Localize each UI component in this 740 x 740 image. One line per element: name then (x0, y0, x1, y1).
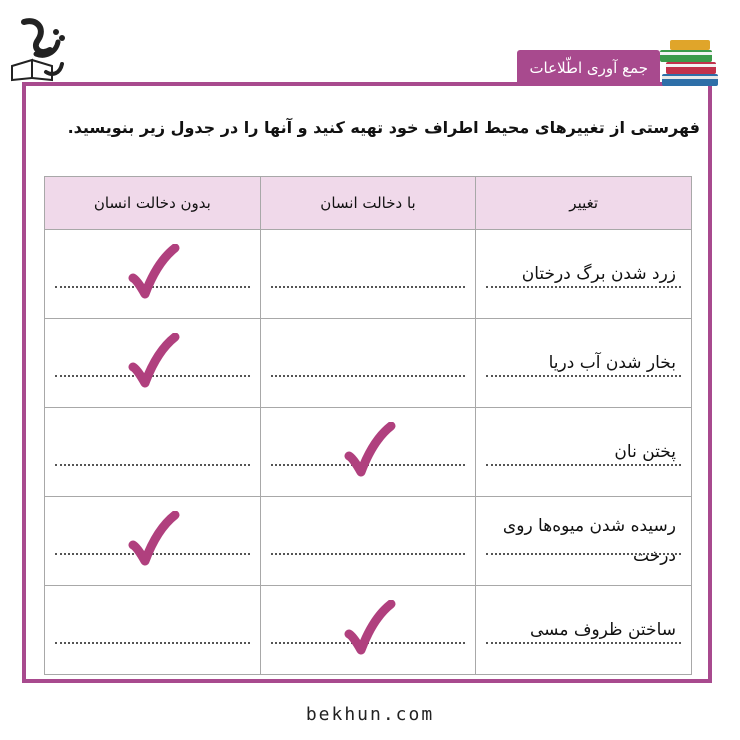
answer-line (271, 375, 466, 377)
change-cell (476, 230, 692, 319)
with-human-cell (260, 586, 476, 675)
table-row (45, 586, 692, 675)
column-header-without-human: بدون دخالت انسان (45, 177, 261, 230)
checkmark-icon (339, 600, 399, 660)
answer-line (486, 286, 681, 288)
bekhun-logo-icon (6, 14, 68, 84)
site-footer: bekhun.com (305, 704, 435, 725)
changes-table (44, 176, 692, 675)
change-cell (476, 408, 692, 497)
without-human-cell (45, 319, 261, 408)
answer-line (271, 286, 466, 288)
column-header-with-human: با دخالت انسان (260, 177, 476, 230)
without-human-cell (45, 408, 261, 497)
section-title: جمع آوری اطّلاعات (529, 59, 648, 77)
change-text: زرد شدن برگ درختان (521, 264, 676, 284)
table-row (45, 319, 692, 408)
change-text: پختن نان (614, 442, 676, 462)
with-human-cell (260, 408, 476, 497)
answer-line (486, 375, 681, 377)
section-header-tab (517, 50, 660, 86)
with-human-cell (260, 497, 476, 586)
table-row (45, 408, 692, 497)
without-human-cell (45, 497, 261, 586)
answer-line (486, 642, 681, 644)
change-text: ساختن ظروف مسی (530, 620, 676, 640)
table-row (45, 497, 692, 586)
with-human-cell (260, 230, 476, 319)
checkmark-icon (123, 511, 183, 571)
answer-line (486, 464, 681, 466)
change-cell (476, 586, 692, 675)
answer-line (486, 553, 681, 555)
without-human-cell (45, 586, 261, 675)
change-text: بخار شدن آب دریا (548, 353, 676, 373)
checkmark-icon (339, 422, 399, 482)
answer-line (55, 642, 250, 644)
change-text: رسیده شدن میوه‌ها روی درخت (502, 516, 676, 566)
column-header-change: تغییر (476, 177, 692, 230)
books-stack-icon (656, 38, 722, 90)
answer-line (55, 464, 250, 466)
answer-line (271, 553, 466, 555)
change-cell (476, 497, 692, 586)
without-human-cell (45, 230, 261, 319)
change-cell (476, 319, 692, 408)
table-row (45, 230, 692, 319)
instruction-text: فهرستی از تغییرهای محیط اطراف خود تهیه کنید و آنها را در جدول زیر بنویسید. (67, 118, 700, 137)
checkmark-icon (123, 333, 183, 393)
with-human-cell (260, 319, 476, 408)
checkmark-icon (123, 244, 183, 304)
